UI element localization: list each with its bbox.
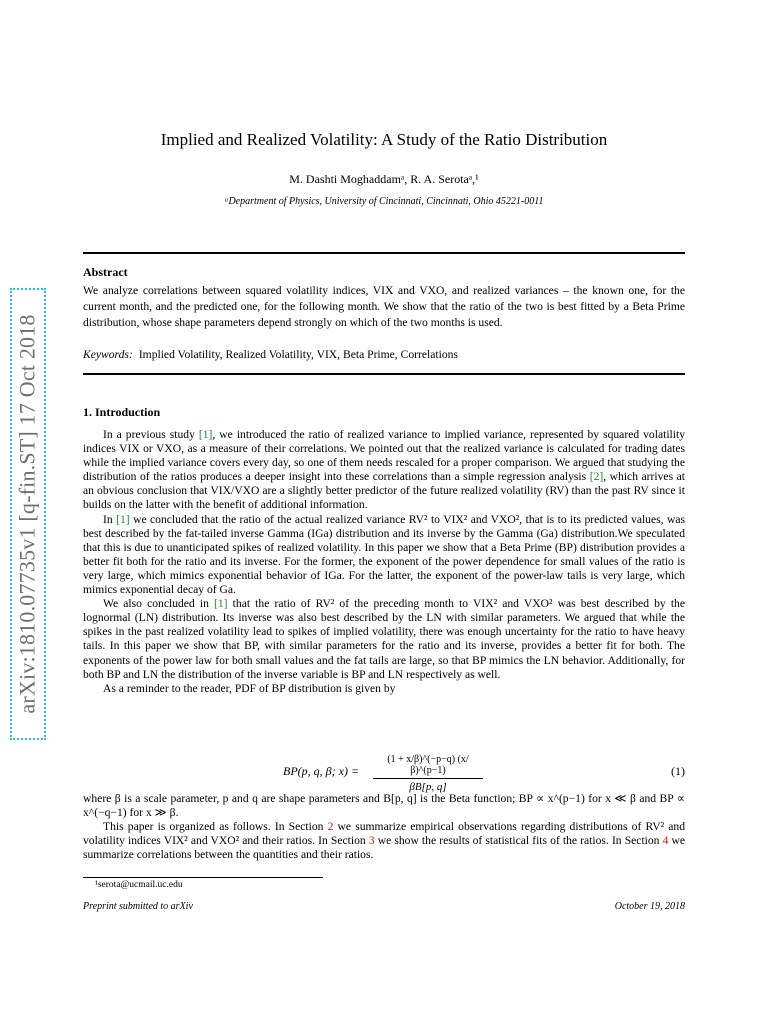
footer-preprint-note: Preprint submitted to arXiv [83,901,193,912]
text-run: This paper is organized as follows. In Section [103,820,328,834]
section-link[interactable]: 3 [368,834,375,848]
equation-lhs: BP(p, q, β; x) = [283,764,360,778]
paragraph-1 [83,428,685,513]
paragraph-3 [83,597,685,682]
text-run: we concluded that the ratio of the actual realized variance RV² to VIX² and VXO², that is to its predicted values, was best described by the fat-tailed inverse Gamma (IGa) distribution and its inverse by the Gamma (Ga) distribution.We speculated that this is due to unanticipated spikes of realized volatility. In this paper we show that a Beta Prime (BP) distribution provides a better fit both for the ratio and its inverse. For the former, the exponent of the power dependence for small values of the ratio is very large, which mimics exponential behavior of IGa. For the latter, the exponent of the power-law tails is very large, which mimics exponential decay of Ga. [83,512,686,597]
paper-authors: M. Dashti Moghaddamᵃ, R. A. Serotaᵃ,¹ [289,172,479,186]
footer-date: October 19, 2018 [614,901,685,912]
footnote-rule [83,877,323,878]
citation-link[interactable]: [1] [116,512,130,526]
equation-1 [83,754,685,793]
bottom-rule [83,373,685,375]
paper-title: Implied and Realized Volatility: A Study of the Ratio Distribution [160,130,608,149]
equation-denominator: βB[p, q] [409,781,447,793]
equation-fraction [373,754,483,793]
top-rule [83,252,685,254]
paragraph-6 [83,820,685,862]
paragraph-5: where β is a scale parameter, p and q are shape parameters and B[p, q] is the Beta function; BP ∝ x^(p−1) for x ≪ β and BP ∝ x^(−q−1) for x ≫ β. [83,792,685,820]
keywords-list: Implied Volatility, Realized Volatility, VIX, Beta Prime, Correlations [138,348,458,361]
footnote-email: ¹serota@ucmail.uc.edu [95,880,183,890]
paragraph-2 [83,513,685,598]
text-run: we show the results of statistical fits of the ratios. In Section [374,834,663,848]
text-run: , we introduced the ratio of realized variance to implied variance, represented by squared volatility indices VIX or VXO, as a measure of their correlations. We pointed out that the realized variance is calculated for trading dates while the implied variance covers every day, so one of them needs rescaled for a proper comparison. We argued that studying the distribution of the ratios produces a deeper insight into these correlations than a simple regression analysis [83,428,685,484]
equation-numerator: (1 + x/β)^(−p−q) (x/β)^(p−1) [373,754,483,779]
abstract-heading: Abstract [83,265,128,279]
keywords-line [83,348,685,361]
text-run: We also concluded in [103,597,215,611]
text-run: In [103,512,117,526]
text-run: , which arrives at an obvious conclusion that VIX/VXO are a slightly better predictor of the future realized volatility (RV) than the past RV since it builds on the latter with the benefit of additional information. [83,470,685,512]
text-run: we summarize empirical observations regarding distributions of RV² and volatility indices VIX² and VXO² and their ratios. In Section [83,820,686,848]
text-run: In a previous study [103,428,199,441]
introduction-body-part2 [83,792,685,862]
arxiv-identifier-stamp [10,288,46,740]
text-run: we summarize correlations between the quantities and their ratios. [83,834,686,862]
citation-link[interactable]: [2] [589,470,604,484]
abstract-text: We analyze correlations between squared volatility indices, VIX and VXO, and realized variances – the known one, for the current month, and the predicted one, for the following month. We show that the ratio of the two is best fitted by a Beta Prime distribution, whose shape parameters depend strongly on which of the two months is used. [83,284,685,329]
section-heading-introduction: 1. Introduction [83,405,161,419]
section-link[interactable]: 4 [662,834,669,848]
text-run: that the ratio of RV² of the preceding month to VIX² and VXO² was best described by the lognormal (LN) distribution. Its inverse was also best described by the LN with similar parameters. We argued that while the spikes in the past realized volatility lead to spikes of implied volatility, there was enough uncertainty for the ratio to have heavy tails. In this paper we show that BP, with similar parameters for the ratio and its inverse, provides a better fit for both. The exponents of the power law for both small values and the fat tails are large, so that BP mimics the LN behavior. Additionally, for both BP and LN the distribution of the inverse variable is BP and LN respectively as well. [83,597,685,681]
citation-link[interactable]: [1] [214,597,228,611]
introduction-body-part1 [83,428,685,696]
arxiv-identifier: arXiv:1810.07735v1 [q-fin.ST] 17 Oct 2018 [15,314,41,714]
section-link[interactable]: 2 [327,820,334,834]
citation-link[interactable]: [1] [198,428,213,441]
keywords-label: Keywords: [83,348,133,361]
paragraph-4: As a reminder to the reader, PDF of BP distribution is given by [103,681,396,695]
author-affiliation: ᵃDepartment of Physics, University of Cincinnati, Cincinnati, Ohio 45221-0011 [224,196,544,207]
equation-number: (1) [671,764,685,778]
